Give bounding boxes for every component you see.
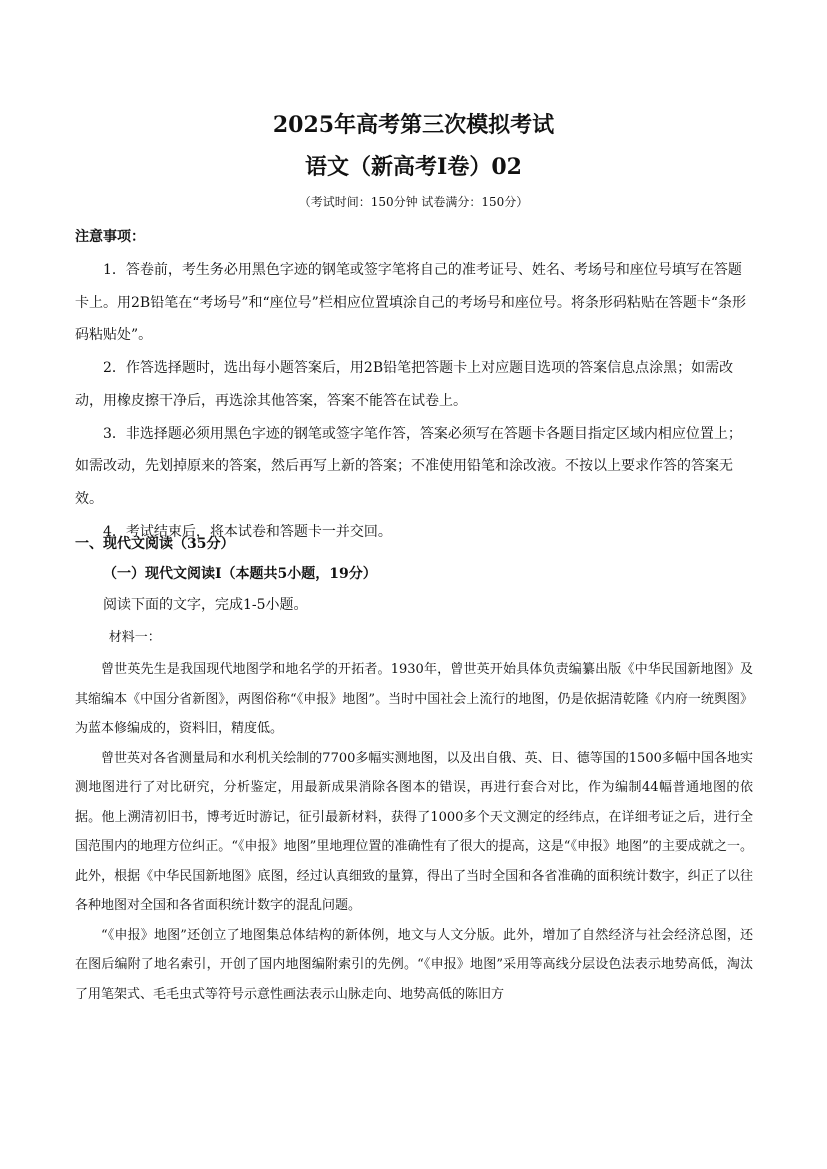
exam-subtitle: 语文（新高考Ⅰ卷）02 [305, 154, 522, 180]
passage-paragraph: 曾世英对各省测量局和水利机关绘制的7700多幅实测地图，以及出自俄、英、日、德等国的1500多幅中国各地实测地图进行了对比研究，分析鉴定，用最新成果消除各图本的错误，再进行套合对比，作为编制44幅普通地图的依据。他上溯清初旧书，博考近时游记，征引最新材料，获得了1000多个天文测定的经纬点，在详细考证之后，进行全国范围内的地理方位纠正。“《申报》地图”里地理位置的准确性有了很大的提高，这是“《申报》地图”的主要成就之一。此外，根据《中华民国新地图》底图，经过认真细致的量算，得出了当时全国和各省准确的面积统计数字，纠正了以往各种地图对全国和各省面积统计数字的混乱问题。 [75, 750, 753, 913]
material-label: 材料一： [108, 630, 161, 645]
reading-passage [75, 655, 753, 1009]
notice-item: 1．答卷前，考生务必用黑色字迹的钢笔或签字笔将自己的准考证号、姓名、考场号和座位号填写在答题卡上。用2B铅笔在“考场号”和“座位号”栏相应位置填涂自己的考场号和座位号。将条形码粘贴在答题卡“条形码粘贴处”。 [75, 262, 746, 344]
notice-item: 3．非选择题必须用黑色字迹的钢笔或签字笔作答，答案必须写在答题卡各题目指定区域内相应位置上；如需改动，先划掉原来的答案，然后再写上新的答案；不准使用铅笔和涂改液。不按以上要求作答的答案无效。 [75, 425, 742, 507]
passage-paragraph: 曾世英先生是我国现代地图学和地名学的开拓者。1930年，曾世英开始具体负责编纂出版《中华民国新地图》及其缩编本《中国分省新图》，两图俗称“《申报》地图”。当时中国社会上流行的地图，仍是依据清乾隆《内府一统舆图》为蓝本修编成的，资料旧，精度低。 [75, 662, 753, 736]
notice-list [75, 254, 753, 548]
exam-title: 2025年高考第三次模拟考试 [272, 112, 555, 138]
passage-paragraph: “《申报》地图”还创立了地图集总体结构的新体例，地文与人文分版。此外，增加了自然经济与社会经济总图，还在图后编附了地名索引，开创了国内地图编附索引的先例。“《申报》地图”采用等高线分层设色法表示地势高低，淘汰了用笔架式、毛毛虫式等符号示意性画法表示山脉走向、地势高低的陈旧方 [75, 927, 753, 1002]
notice-heading: 注意事项： [75, 229, 145, 245]
notice-item: 4．考试结束后，将本试卷和答题卡一并交回。 [103, 523, 392, 540]
section-title: 一、现代文阅读（35分） [75, 536, 235, 552]
subsection-title: （一）现代文阅读Ⅰ（本题共5小题，19分） [103, 566, 377, 582]
reading-instruction: 阅读下面的文字，完成1-5小题。 [103, 597, 308, 613]
notice-item: 2．作答选择题时，选出每小题答案后，用2B铅笔把答题卡上对应题目选项的答案信息点涂黑；如需改动，用橡皮擦干净后，再选涂其他答案，答案不能答在试卷上。 [75, 360, 734, 409]
exam-info: （考试时间：150分钟 试卷满分：150分） [298, 195, 529, 209]
